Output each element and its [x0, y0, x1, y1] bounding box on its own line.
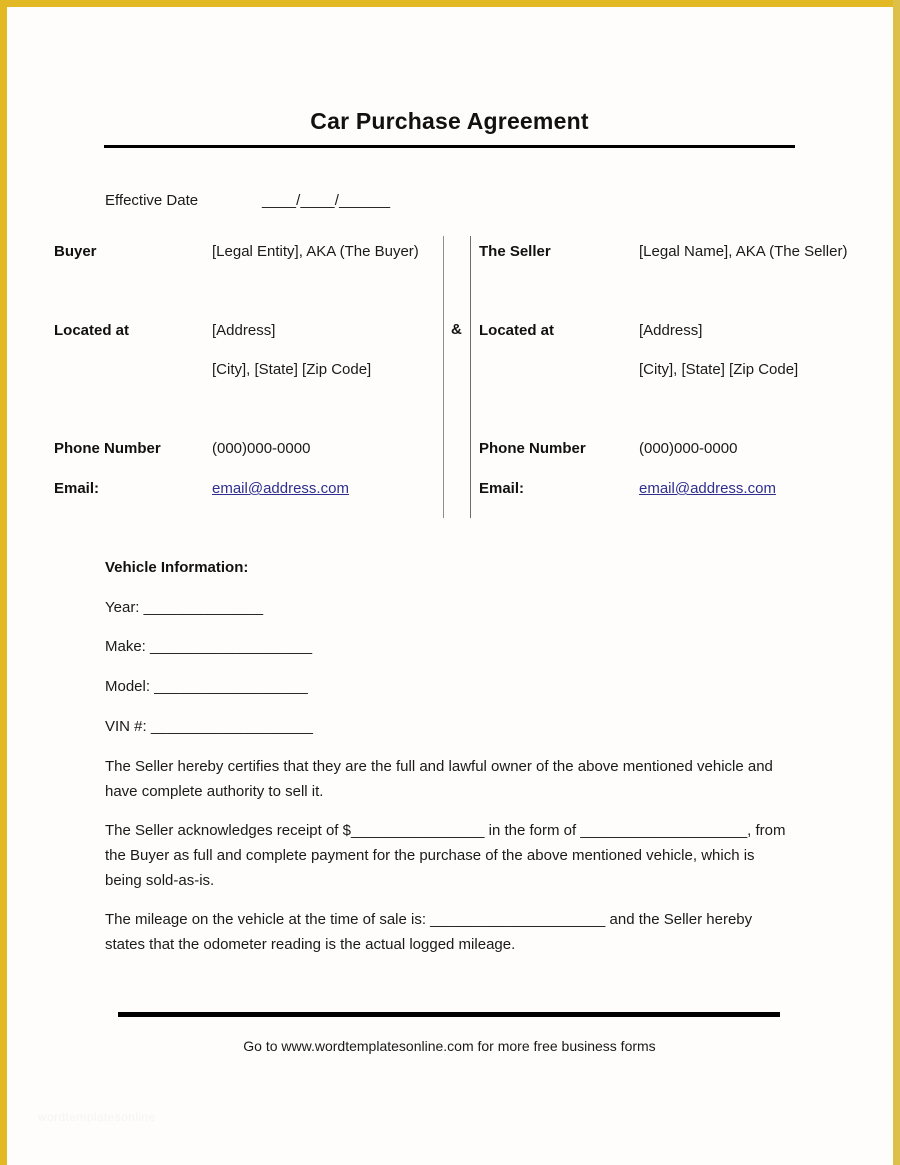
footer-divider-rule	[118, 1012, 780, 1017]
parties-divider-right	[470, 236, 471, 518]
vehicle-field-vin-label: VIN #:	[105, 718, 151, 735]
buyer-located-at-label: Located at	[54, 322, 130, 339]
seller-phone-label: Phone Number	[479, 440, 586, 457]
footer-text: Go to www.wordtemplatesonline.com for more free business forms	[243, 1038, 656, 1054]
buyer-label: Buyer	[54, 243, 97, 260]
vehicle-field-year-label: Year:	[105, 599, 144, 616]
page-title: Car Purchase Agreement	[310, 108, 589, 134]
buyer-email-label: Email:	[54, 480, 100, 497]
vehicle-field-make-blank[interactable]: ___________________	[150, 638, 313, 655]
parties-divider-left	[443, 236, 444, 518]
vehicle-field-model	[105, 678, 308, 695]
vehicle-field-make-label: Make:	[105, 638, 151, 655]
vehicle-field-model-label: Model:	[105, 678, 155, 695]
page-border-top	[0, 0, 900, 7]
title-divider-rule	[104, 145, 795, 148]
vehicle-field-year	[105, 599, 263, 616]
vehicle-field-vin	[105, 718, 313, 735]
vehicle-field-make	[105, 638, 312, 655]
parties-ampersand: &	[451, 321, 462, 338]
seller-email-link[interactable]: email@address.com	[639, 480, 776, 497]
seller-email-label: Email:	[479, 480, 525, 497]
buyer-address-line1[interactable]: [Address]	[212, 322, 276, 339]
seller-label: The Seller	[479, 243, 551, 260]
vehicle-field-year-blank[interactable]: ______________	[143, 599, 264, 616]
page-border-left	[0, 0, 7, 1165]
seller-name-value[interactable]: [Legal Name], AKA (The Seller)	[639, 243, 848, 260]
buyer-phone-value[interactable]: (000)000-0000	[212, 440, 311, 457]
clause-payment: The Seller acknowledges receipt of $________________ in the form of ____________________, from the Buyer as full and complete payment for the purchase of the above mentioned vehicle, which is being sold-as-is.	[105, 822, 786, 889]
clause-mileage: The mileage on the vehicle at the time of sale is: _____________________ and the Seller hereby states that the odometer reading is the actual logged mileage.	[105, 911, 753, 953]
effective-date-label: Effective Date	[105, 192, 199, 209]
seller-address-line1[interactable]: [Address]	[639, 322, 703, 339]
buyer-email-link[interactable]: email@address.com	[212, 480, 349, 497]
page-border-right	[893, 0, 900, 1165]
buyer-address-line2[interactable]: [City], [State] [Zip Code]	[212, 361, 372, 378]
page-sheet	[7, 7, 893, 1165]
buyer-name-value[interactable]: [Legal Entity], AKA (The Buyer)	[212, 243, 419, 260]
page-watermark: wordtemplatesonline	[38, 1110, 156, 1124]
seller-phone-value[interactable]: (000)000-0000	[639, 440, 738, 457]
seller-address-line2[interactable]: [City], [State] [Zip Code]	[639, 361, 799, 378]
seller-located-at-label: Located at	[479, 322, 555, 339]
buyer-phone-label: Phone Number	[54, 440, 161, 457]
vehicle-field-vin-blank[interactable]: ___________________	[150, 718, 314, 735]
vehicle-field-model-blank[interactable]: __________________	[154, 678, 308, 695]
vehicle-information-heading: Vehicle Information:	[105, 559, 249, 576]
clause-ownership: The Seller hereby certifies that they are the full and lawful owner of the above mentioned vehicle and have complete authority to sell it.	[105, 758, 773, 800]
effective-date-value[interactable]: ____/____/______	[262, 192, 391, 209]
